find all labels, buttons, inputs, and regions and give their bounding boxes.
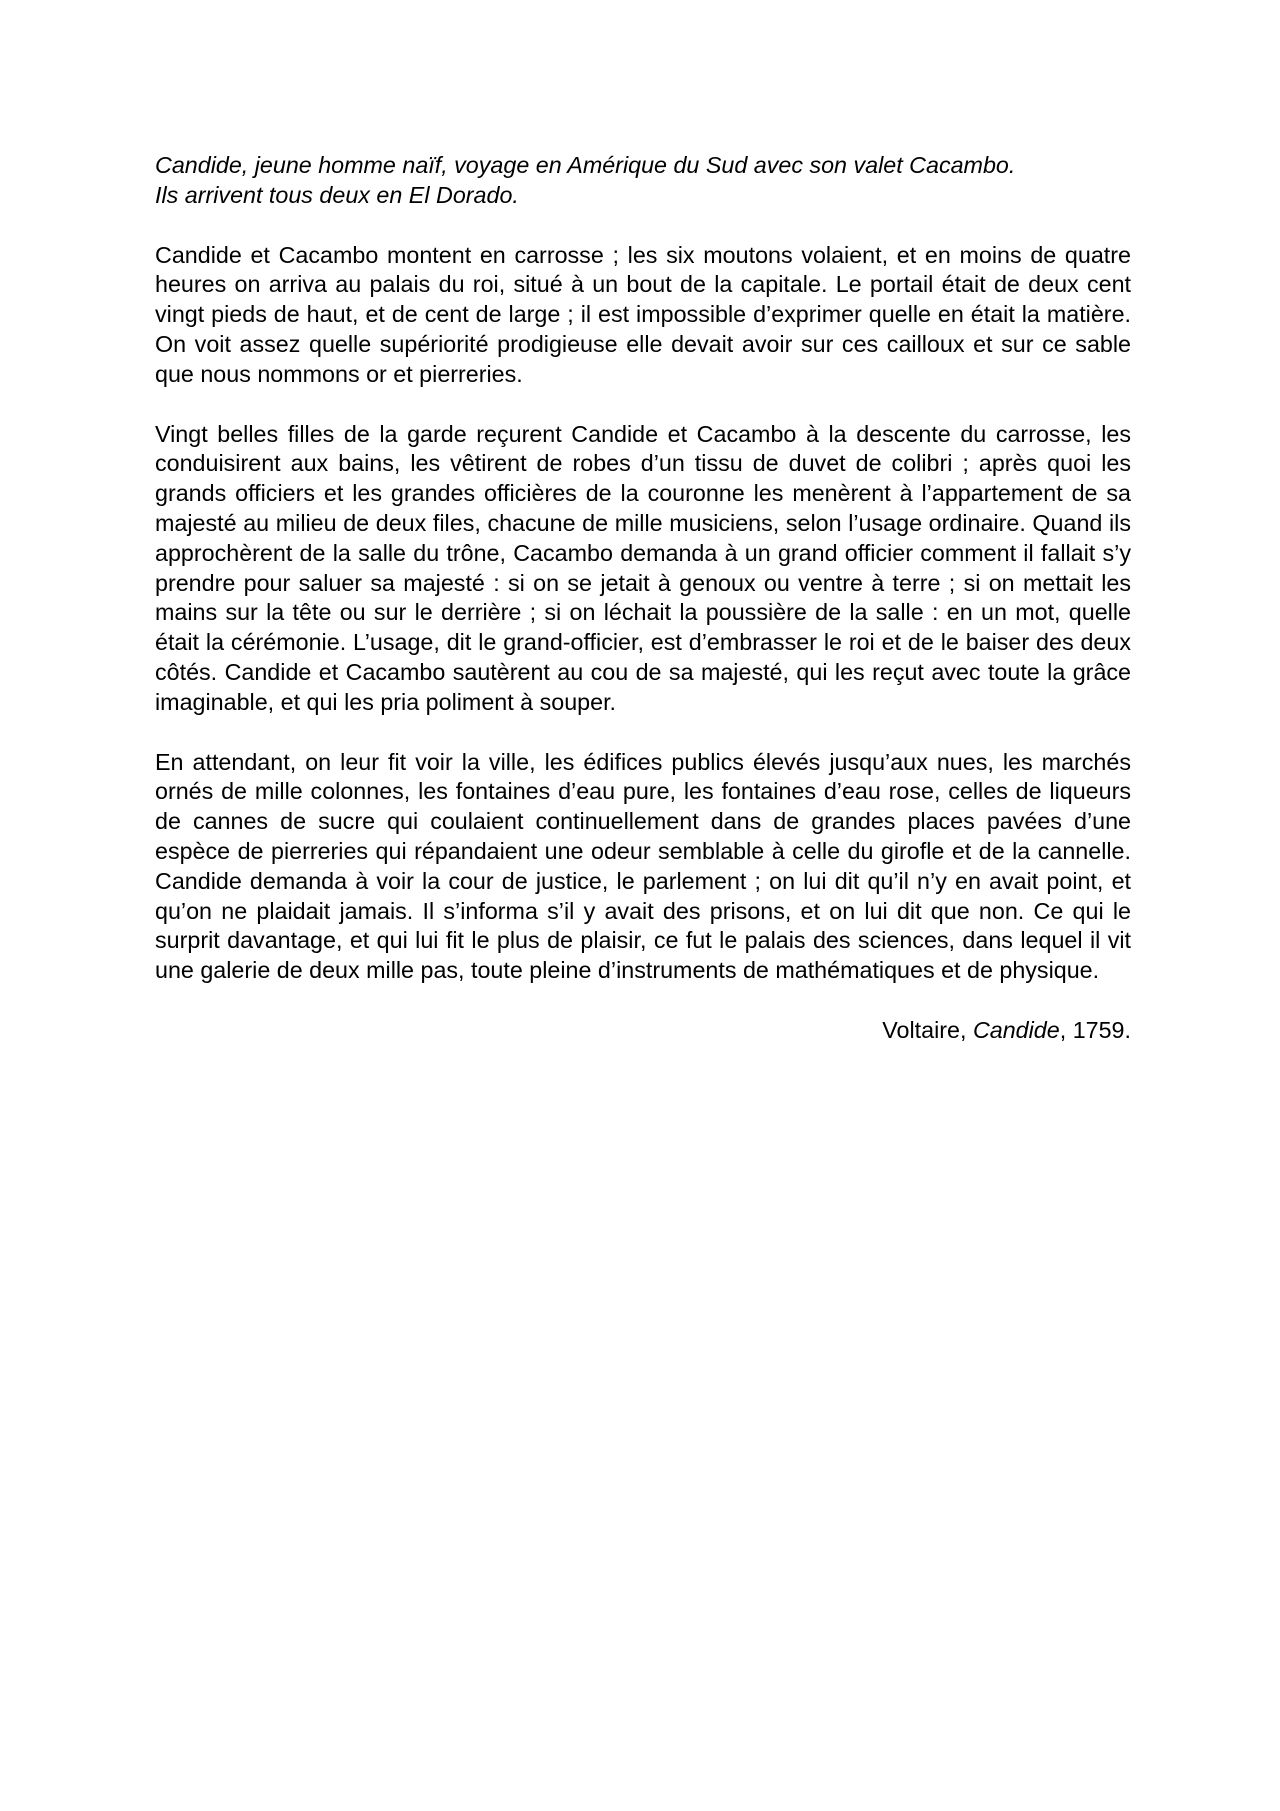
intro-line: Ils arrivent tous deux en El Dorado. (155, 181, 519, 208)
intro-line: Candide, jeune homme naïf, voyage en Amérique du Sud avec son valet Cacambo. (155, 152, 1016, 178)
source-separator: , (1059, 1016, 1073, 1043)
body-paragraph-1: Candide et Cacambo montent en carrosse ; les six moutons volaient, et en moins de quatre heures on arriva au palais du roi, situé à un bout de la capitale. Le portail était de deux cent vingt pieds de haut, et de cent de large ; il est impossible d’exprimer quelle en était la matière. On voit assez quelle supériorité prodigieuse elle devait avoir sur ces cailloux et sur ce sable que nous nommons or et pierreries. (155, 241, 1131, 387)
body-paragraph-3: En attendant, on leur fit voir la ville, les édifices publics élevés jusqu’aux nues, les marchés ornés de mille colonnes, les fontaines d’eau pure, les fontaines d’eau rose, celles de liqueurs de cannes de sucre qui coulaient continuellement dans de grandes places pavées d’une espèce de pierreries qui répandaient une odeur semblable à celle du girofle et de la cannelle. Candide demanda à voir la cour de justice, le parlement ; on lui dit qu’il n’y en avait point, et qu’on ne plaidait jamais. Il s’informa s’il y avait des prisons, et on lui dit que non. Ce qui le surprit davantage, et qui lui fit le plus de plaisir, ce fut le palais des sciences, dans lequel il vit une galerie de deux mille pas, toute pleine d’instruments de mathématiques et de physique. (155, 748, 1131, 984)
source-separator: , (959, 1016, 973, 1043)
intro-paragraph (155, 151, 1131, 211)
body-paragraph-2: Vingt belles filles de la garde reçurent Candide et Cacambo à la descente du carrosse, les conduisirent aux bains, les vêtirent de robes d’un tissu de duvet de colibri ; après quoi les grands officiers et les grandes officières de la couronne les menèrent à l’appartement de sa majesté au milieu de deux files, chacune de mille musiciens, selon l’usage ordinaire. Quand ils approchèrent de la salle du trône, Cacambo demanda à un grand officier comment il fallait s’y prendre pour saluer sa majesté : si on se jetait à genoux ou ventre à terre ; si on mettait les mains sur la tête ou sur le derrière ; si on léchait la poussière de la salle : en un mot, quelle était la cérémonie. L’usage, dit le grand-officier, est d’embrasser le roi et de le baiser des deux côtés. Candide et Cacambo sautèrent au cou de sa majesté, qui les reçut avec toute la grâce imaginable, et qui les pria poliment à souper. (155, 420, 1131, 715)
source-year: 1759. (1072, 1016, 1131, 1043)
source-author: Voltaire (882, 1016, 960, 1043)
document-page (155, 151, 1131, 1046)
source-work-title: Candide (972, 1016, 1060, 1043)
source-citation (155, 1016, 1131, 1046)
